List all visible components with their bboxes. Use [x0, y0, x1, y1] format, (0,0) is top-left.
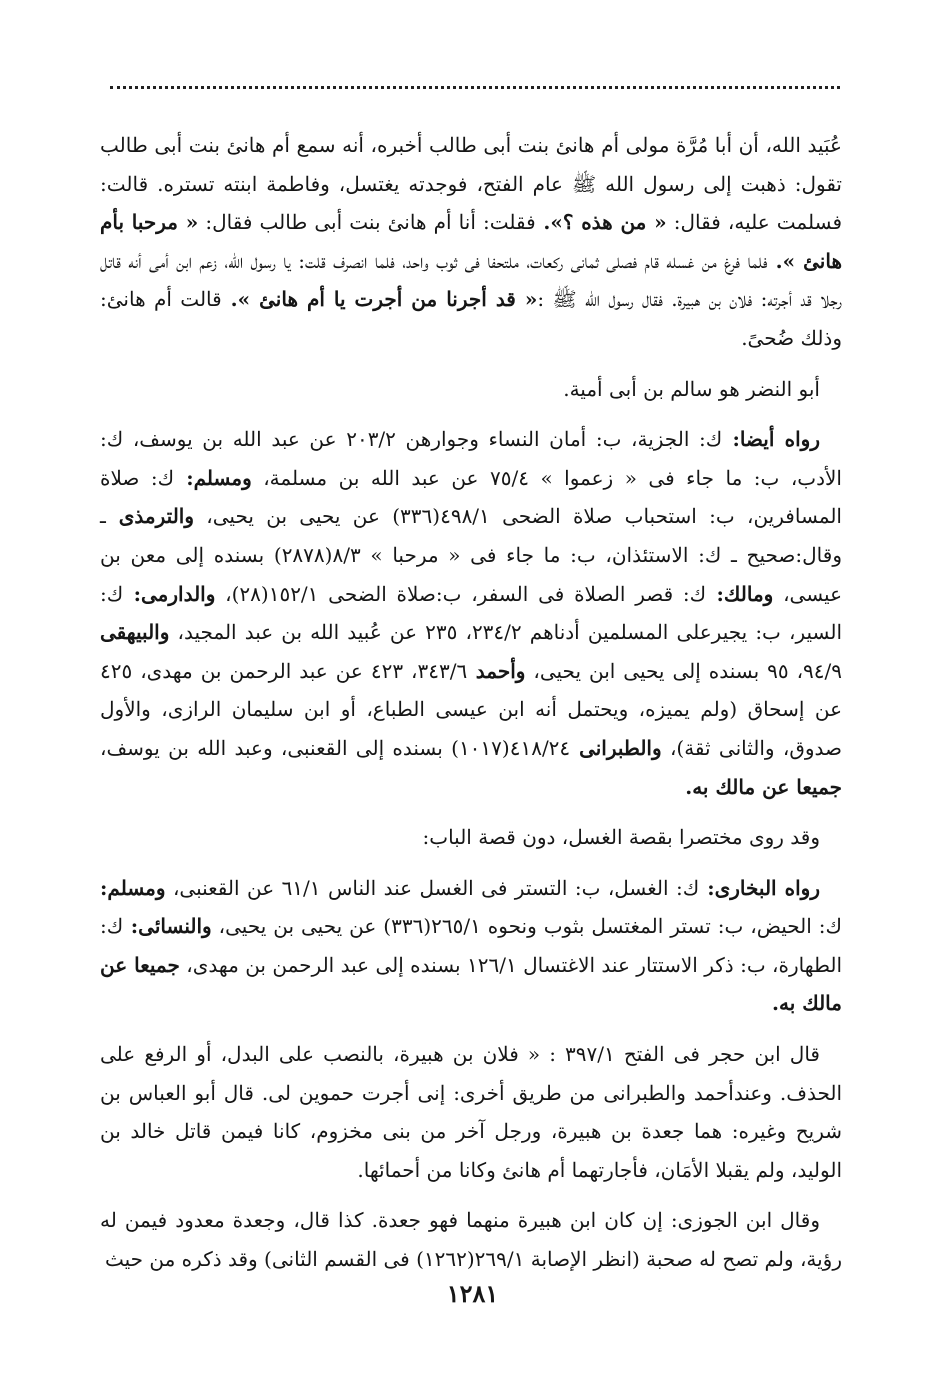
page-body — [100, 126, 842, 1291]
takhrij-paragraph — [100, 420, 842, 806]
citation-text: ٤١٨/٢٤(١٠١٧) بسنده إلى القعنبى، وعبد الله بن يوسف، — [100, 735, 571, 760]
citation-text: ٣٤٣/٦، ٤٢٣ عن عبد الرحمن بن مهدى، ٤٢٥ عن إسحاق (ولم يميزه، ويحتمل أنه ابن عيسى الطباع، أو ابن سليمان الرازى، والأول صدوق، والثانى ثقة)، — [100, 658, 842, 760]
source-name: والنسائى: — [123, 914, 212, 939]
source-name: والبيهقى — [100, 620, 170, 645]
citation-text: ك: الجزية، ب: أمان النساء وجوارهن ٢٠٣/٢ عن عبد الله بن يوسف، ك: الأدب، ب: ما جاء فى « زعموا » ٧٥/٤ عن عبد الله بن مسلمة، — [100, 427, 842, 490]
source-name: رواه البخارى: — [699, 875, 820, 900]
citation-text: ك: السير، ب: يجيرعلى المسلمين أدناهم ٢٣٤/٢، ٢٣٥ عن عُبيد الله بن عبد المجيد، — [100, 581, 843, 645]
source-name: وأحمد — [467, 658, 526, 683]
source-name: ومسلم: — [174, 465, 252, 490]
hadith-quote: « قد أجرنا من أجرت يا أم هانئ ». — [221, 287, 538, 312]
source-name: رواه أيضا: — [722, 427, 820, 452]
hadith-text: فقلت: أنا أم هانئ بنت أبى طالب فقال: — [198, 210, 536, 235]
citation-text: ٩٤/٩، ٩٥ بسنده إلى يحيى ابن يحيى، — [525, 658, 842, 683]
citation-text: ك: قصر الصلاة فى السفر، ب:صلاة الضحى ١٥٢/١(٢٨)، — [215, 581, 707, 606]
summary-phrase: جميعا عن مالك به. — [685, 774, 842, 799]
hadith-text: قالت أم هانئ: وذلك ضُحىً. — [100, 287, 842, 350]
source-name: والدارمى: — [123, 581, 216, 606]
narrator-note: أبو النضر هو سالم بن أبى أمية. — [563, 376, 820, 401]
citation-text: ك: الطهارة، ب: ذكر الاستتار عند الاغتسال ١٢٦/١ بسنده إلى عبد الرحمن بن مهدى، — [100, 914, 843, 977]
hadith-text: فلما فرغ من غسله قام فصلى ثمانى ركعات، ملتحفا فى ثوب واحد، فلما انصرف قلت: يا رسول الله، زعم ابن أمى أنه قاتل رجلا قد أجرته: فلان بن هبيرة. فقال رسول الله ﷺ : — [100, 248, 843, 312]
hadith-paragraph — [100, 126, 842, 358]
takhrij-paragraph — [100, 869, 842, 1023]
dotted-header-rule — [110, 86, 840, 89]
hadith-quote: « مرحبا بأم هانئ ». — [100, 210, 843, 273]
citation-text: ك: الحيض، ب: تستر المغتسل بثوب ونحوه ٢٦٥/١(٣٣٦) عن يحيى بن يحيى، — [211, 914, 842, 939]
hadith-quote: « من هذه ؟». — [535, 210, 667, 235]
source-name: ومسلم: — [100, 875, 166, 900]
source-name: والطبرانى — [570, 735, 662, 760]
page-number: ١٢٨١ — [446, 1279, 499, 1308]
citation-text: ـ وقال:صحيح ـ ك: الاستئذان، ب: ما جاء فى « مرحبا » ٨/٣(٢٨٧٨) بسنده إلى معن بن عيسى، — [100, 504, 843, 606]
hadith-text: عُبَيد الله، أن أبا مُرَّة مولى أم هانئ بنت أبى طالب أخبره، أنه سمع أم هانئ بنت أبى طالب تقول: ذهبت إلى رسول الله ﷺ عام الفتح، فوجدته يغتسل، وفاطمة ابنته تستره. قالت: فسلمت عليه، فقال: — [100, 133, 843, 235]
ibn-jawzi-commentary: وقال ابن الجوزى: إن كان ابن هبيرة منهما فهو جعدة. كذا قال، وجعدة معدود فيمن له رؤية، ولم تصح له صحبة (انظر الإصابة ٢٦٩/١(١٢٦٢) فى القسم الثانى) وقد ذكره من حيث — [100, 1208, 842, 1272]
short-version-note: وقد روى مختصرا بقصة الغسل، دون قصة الباب: — [422, 825, 820, 850]
citation-text: ك: الغسل، ب: التستر فى الغسل عند الناس ٦١/١ عن القعنبى، — [165, 875, 700, 900]
citation-text: ك: صلاة المسافرين، ب: استحباب صلاة الضحى ٤٩٨/١(٣٣٦) عن يحيى بن يحيى، — [100, 465, 842, 529]
source-name: والترمذى — [105, 504, 194, 529]
summary-phrase: جميعا عن مالك به. — [100, 952, 842, 1016]
ibn-hajar-commentary: قال ابن حجر فى الفتح ٣٩٧/١ : « فلان بن هبيرة، بالنصب على البدل، أو الرفع على الحذف. وعندأحمد والطبرانى من طريق أخرى: إنى أجرت حموين لى. قال أبو العباس بن شريح وغيره: هما جعدة بن هبيرة، ورجل آخر من بنى مخزوم، كانا فيمن قاتل خالد بن الوليد، ولم يقبلا الأمَان، فأجارتهما أم هانئ وكانا من أحمائها. — [100, 1042, 842, 1182]
source-name: ومالك: — [706, 581, 774, 606]
